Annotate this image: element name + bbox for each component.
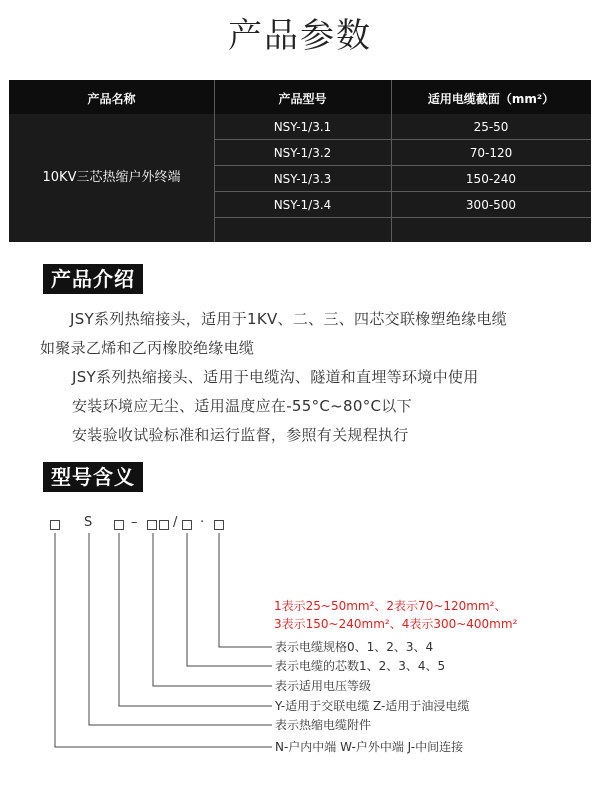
table-cell-section: 300-500 <box>465 198 517 212</box>
table-cell-model: NSY-1/3.2 <box>273 146 332 160</box>
intro-heading: 产品介绍 <box>43 264 143 294</box>
table-header-model: 产品型号 <box>278 92 327 106</box>
code-dot: · <box>200 515 205 530</box>
spec-note-red: 1表示25~50mm²、2表示70~120mm²、 <box>274 599 507 613</box>
table-cell-model: NSY-1/3.1 <box>273 120 332 134</box>
connector-line <box>219 533 272 647</box>
table-header-name: 产品名称 <box>87 92 136 106</box>
code-dash: – <box>131 515 138 530</box>
table-cell-model: NSY-1/3.3 <box>273 172 332 186</box>
legend-item: N-户内中端 W-户外中端 J-中间连接 <box>275 740 464 754</box>
connector-line <box>55 533 272 747</box>
connector-line <box>153 533 272 686</box>
code-letter: S <box>84 515 93 530</box>
intro-paragraph: 如聚录乙烯和乙丙橡胶绝缘电缆 <box>40 339 255 357</box>
intro-paragraph: 安装验收试验标准和运行监督，参照有关规程执行 <box>72 426 409 444</box>
connector-line <box>89 533 272 725</box>
connector-line <box>119 533 272 706</box>
legend-item: 表示热缩电缆附件 <box>275 718 372 732</box>
intro-paragraph: 安装环境应无尘、适用温度应在-55°C~80°C以下 <box>72 397 412 415</box>
spec-note-red: 3表示150~240mm²、4表示300~400mm² <box>274 617 518 631</box>
legend-item: Y-适用于交联电缆 Z-适用于油浸电缆 <box>275 699 470 713</box>
code-slash: / <box>173 515 178 530</box>
table-cell-section: 25-50 <box>473 120 509 134</box>
page-title: 产品参数 <box>228 16 372 56</box>
legend-item: 表示电缆规格0、1、2、3、4 <box>275 640 434 654</box>
table-cell-section: 150-240 <box>465 172 517 186</box>
legend-item: 表示电缆的芯数1、2、3、4、5 <box>275 659 446 673</box>
table-header-section: 适用电缆截面（mm²） <box>427 92 555 106</box>
intro-paragraph: JSY系列热缩接头，适用于1KV、二、三、四芯交联橡塑绝缘电缆 <box>70 310 508 328</box>
legend-item: 表示适用电压等级 <box>275 679 372 693</box>
model-meaning-heading: 型号含义 <box>43 462 143 492</box>
connector-line <box>187 533 272 666</box>
table-cell-model: NSY-1/3.4 <box>273 198 332 212</box>
intro-paragraph: JSY系列热缩接头、适用于电缆沟、隧道和直埋等环境中使用 <box>72 368 479 386</box>
product-name-cell: 10KV三芯热缩户外终端 <box>42 170 181 185</box>
table-cell-section: 70-120 <box>469 146 513 160</box>
